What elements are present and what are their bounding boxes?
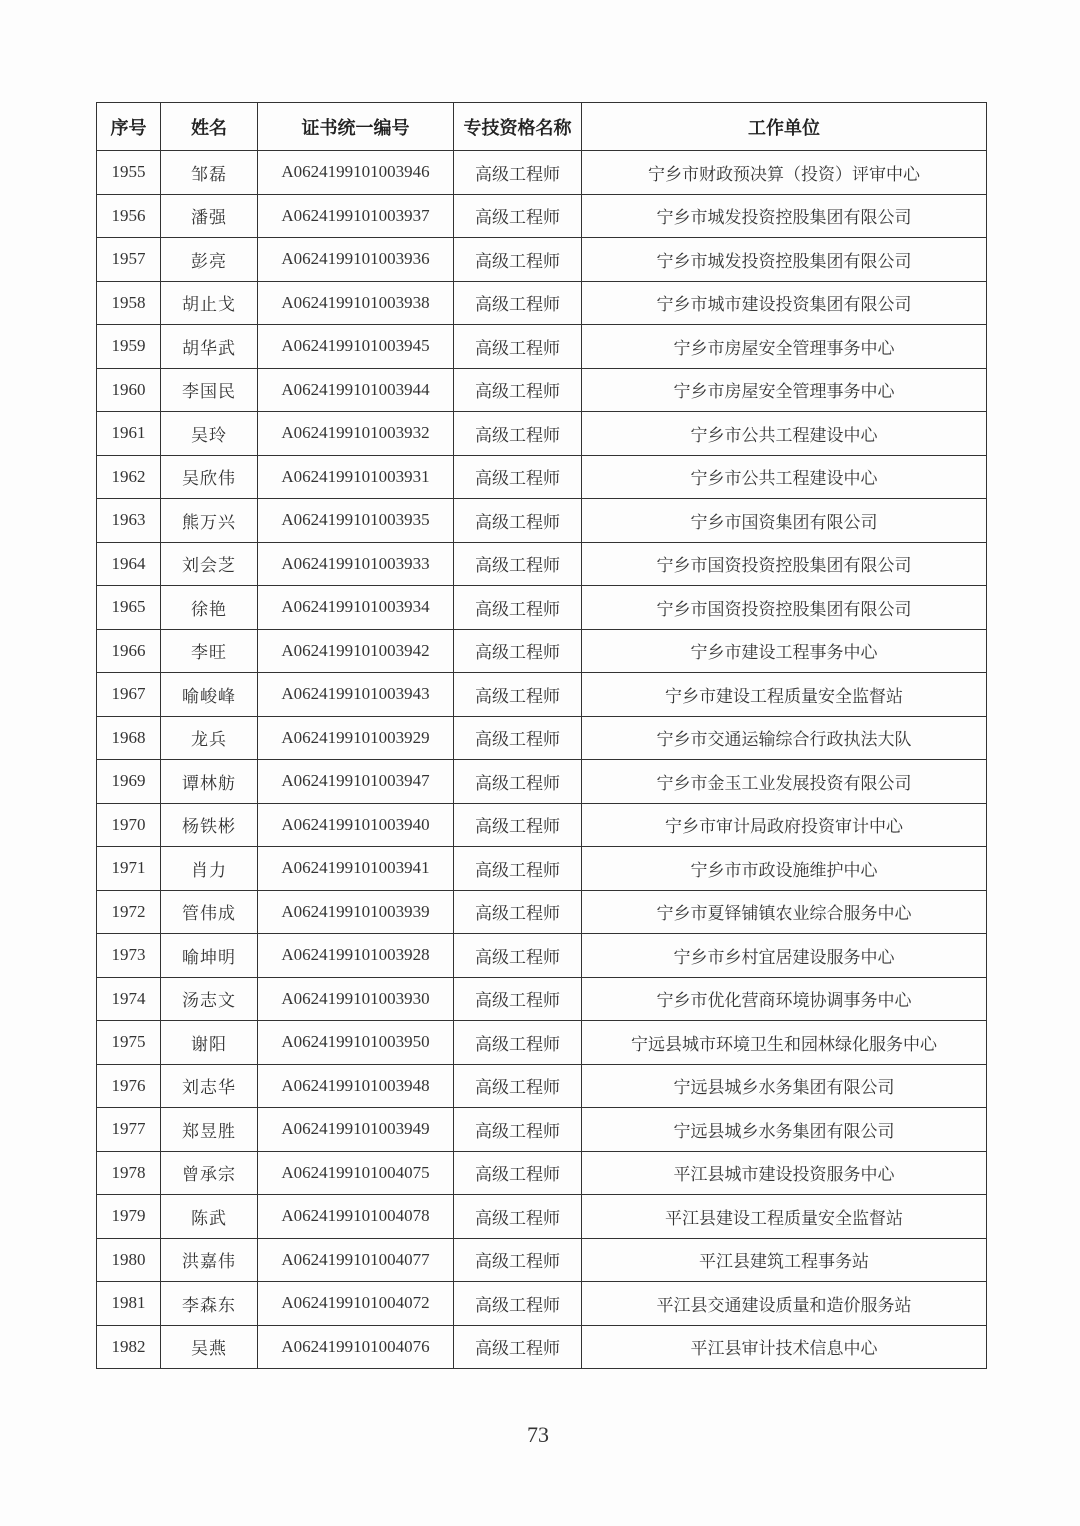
name-cell: 谭林舫	[161, 760, 258, 804]
work-unit-cell: 宁乡市国资投资控股集团有限公司	[582, 586, 987, 630]
certificate-number-cell: A0624199101003939	[258, 890, 454, 934]
work-unit-cell: 宁乡市城发投资控股集团有限公司	[582, 238, 987, 282]
work-unit-cell: 宁远县城市环境卫生和园林绿化服务中心	[582, 1021, 987, 1065]
name-cell: 熊万兴	[161, 499, 258, 543]
serial-number-cell: 1972	[97, 890, 161, 934]
table-row	[97, 325, 987, 369]
table-row	[97, 1021, 987, 1065]
table-row	[97, 629, 987, 673]
qualification-cell: 高级工程师	[454, 151, 582, 195]
name-cell: 刘会芝	[161, 542, 258, 586]
qualification-cell: 高级工程师	[454, 238, 582, 282]
header-certificate-number: 证书统一编号	[258, 103, 454, 151]
table-row	[97, 760, 987, 804]
qualification-cell: 高级工程师	[454, 325, 582, 369]
certificate-number-cell: A0624199101003950	[258, 1021, 454, 1065]
work-unit-cell: 宁乡市房屋安全管理事务中心	[582, 368, 987, 412]
work-unit-cell: 宁远县城乡水务集团有限公司	[582, 1108, 987, 1152]
work-unit-cell: 宁乡市城市建设投资集团有限公司	[582, 281, 987, 325]
qualification-cell: 高级工程师	[454, 499, 582, 543]
name-cell: 胡华武	[161, 325, 258, 369]
name-cell: 喻坤明	[161, 934, 258, 978]
qualification-cell: 高级工程师	[454, 890, 582, 934]
name-cell: 徐艳	[161, 586, 258, 630]
work-unit-cell: 平江县建设工程质量安全监督站	[582, 1195, 987, 1239]
name-cell: 谢阳	[161, 1021, 258, 1065]
certificate-number-cell: A0624199101003932	[258, 412, 454, 456]
name-cell: 吴燕	[161, 1325, 258, 1369]
name-cell: 李旺	[161, 629, 258, 673]
header-serial-number: 序号	[97, 103, 161, 151]
serial-number-cell: 1957	[97, 238, 161, 282]
name-cell: 刘志华	[161, 1064, 258, 1108]
serial-number-cell: 1981	[97, 1282, 161, 1326]
work-unit-cell: 宁乡市市政设施维护中心	[582, 847, 987, 891]
qualification-cell: 高级工程师	[454, 1282, 582, 1326]
name-cell: 汤志文	[161, 977, 258, 1021]
name-cell: 洪嘉伟	[161, 1238, 258, 1282]
certificate-number-cell: A0624199101003938	[258, 281, 454, 325]
serial-number-cell: 1973	[97, 934, 161, 978]
serial-number-cell: 1976	[97, 1064, 161, 1108]
table-row	[97, 1238, 987, 1282]
work-unit-cell: 宁乡市公共工程建设中心	[582, 455, 987, 499]
qualification-cell: 高级工程师	[454, 934, 582, 978]
work-unit-cell: 平江县城市建设投资服务中心	[582, 1151, 987, 1195]
qualification-cell: 高级工程师	[454, 455, 582, 499]
work-unit-cell: 宁乡市审计局政府投资审计中心	[582, 803, 987, 847]
certificate-number-cell: A0624199101004077	[258, 1238, 454, 1282]
serial-number-cell: 1970	[97, 803, 161, 847]
qualification-cell: 高级工程师	[454, 1021, 582, 1065]
name-cell: 邹磊	[161, 151, 258, 195]
serial-number-cell: 1967	[97, 673, 161, 717]
name-cell: 郑昱胜	[161, 1108, 258, 1152]
name-cell: 龙兵	[161, 716, 258, 760]
qualification-cell: 高级工程师	[454, 716, 582, 760]
qualification-cell: 高级工程师	[454, 673, 582, 717]
qualification-cell: 高级工程师	[454, 1325, 582, 1369]
work-unit-cell: 宁乡市城发投资控股集团有限公司	[582, 194, 987, 238]
certificate-number-cell: A0624199101003929	[258, 716, 454, 760]
qualification-cell: 高级工程师	[454, 1064, 582, 1108]
qualification-cell: 高级工程师	[454, 629, 582, 673]
table-row	[97, 977, 987, 1021]
name-cell: 潘强	[161, 194, 258, 238]
serial-number-cell: 1968	[97, 716, 161, 760]
table-row	[97, 194, 987, 238]
certificate-roster-table	[96, 102, 987, 1369]
header-row	[97, 103, 987, 151]
serial-number-cell: 1974	[97, 977, 161, 1021]
serial-number-cell: 1965	[97, 586, 161, 630]
work-unit-cell: 平江县交通建设质量和造价服务站	[582, 1282, 987, 1326]
table-row	[97, 1195, 987, 1239]
qualification-cell: 高级工程师	[454, 368, 582, 412]
work-unit-cell: 宁乡市建设工程事务中心	[582, 629, 987, 673]
serial-number-cell: 1958	[97, 281, 161, 325]
certificate-number-cell: A0624199101003934	[258, 586, 454, 630]
serial-number-cell: 1966	[97, 629, 161, 673]
serial-number-cell: 1955	[97, 151, 161, 195]
table-row	[97, 673, 987, 717]
qualification-cell: 高级工程师	[454, 542, 582, 586]
table-row	[97, 281, 987, 325]
certificate-number-cell: A0624199101004072	[258, 1282, 454, 1326]
header-name: 姓名	[161, 103, 258, 151]
page-number: 73	[527, 1422, 549, 1447]
work-unit-cell: 宁乡市财政预决算（投资）评审中心	[582, 151, 987, 195]
work-unit-cell: 宁乡市交通运输综合行政执法大队	[582, 716, 987, 760]
name-cell: 胡止戈	[161, 281, 258, 325]
name-cell: 喻峻峰	[161, 673, 258, 717]
name-cell: 吴玲	[161, 412, 258, 456]
name-cell: 李森东	[161, 1282, 258, 1326]
serial-number-cell: 1982	[97, 1325, 161, 1369]
qualification-cell: 高级工程师	[454, 977, 582, 1021]
work-unit-cell: 平江县建筑工程事务站	[582, 1238, 987, 1282]
qualification-cell: 高级工程师	[454, 803, 582, 847]
table-header	[97, 103, 987, 151]
serial-number-cell: 1980	[97, 1238, 161, 1282]
certificate-number-cell: A0624199101003946	[258, 151, 454, 195]
name-cell: 吴欣伟	[161, 455, 258, 499]
qualification-cell: 高级工程师	[454, 847, 582, 891]
certificate-number-cell: A0624199101003944	[258, 368, 454, 412]
serial-number-cell: 1969	[97, 760, 161, 804]
table-row	[97, 499, 987, 543]
name-cell: 李国民	[161, 368, 258, 412]
work-unit-cell: 平江县审计技术信息中心	[582, 1325, 987, 1369]
work-unit-cell: 宁乡市乡村宜居建设服务中心	[582, 934, 987, 978]
table-row	[97, 847, 987, 891]
work-unit-cell: 宁乡市夏铎铺镇农业综合服务中心	[582, 890, 987, 934]
table-row	[97, 934, 987, 978]
work-unit-cell: 宁远县城乡水务集团有限公司	[582, 1064, 987, 1108]
name-cell: 彭亮	[161, 238, 258, 282]
certificate-number-cell: A0624199101003948	[258, 1064, 454, 1108]
certificate-number-cell: A0624199101003947	[258, 760, 454, 804]
certificate-number-cell: A0624199101004076	[258, 1325, 454, 1369]
certificate-number-cell: A0624199101003931	[258, 455, 454, 499]
table-row	[97, 1325, 987, 1369]
certificate-number-cell: A0624199101003945	[258, 325, 454, 369]
table-row	[97, 368, 987, 412]
certificate-number-cell: A0624199101003933	[258, 542, 454, 586]
serial-number-cell: 1962	[97, 455, 161, 499]
certificate-number-cell: A0624199101003942	[258, 629, 454, 673]
table-row	[97, 1282, 987, 1326]
serial-number-cell: 1961	[97, 412, 161, 456]
serial-number-cell: 1956	[97, 194, 161, 238]
name-cell: 陈武	[161, 1195, 258, 1239]
serial-number-cell: 1979	[97, 1195, 161, 1239]
work-unit-cell: 宁乡市房屋安全管理事务中心	[582, 325, 987, 369]
qualification-cell: 高级工程师	[454, 760, 582, 804]
serial-number-cell: 1960	[97, 368, 161, 412]
certificate-number-cell: A0624199101003941	[258, 847, 454, 891]
table-row	[97, 238, 987, 282]
serial-number-cell: 1971	[97, 847, 161, 891]
name-cell: 杨铁彬	[161, 803, 258, 847]
serial-number-cell: 1975	[97, 1021, 161, 1065]
table-row	[97, 1064, 987, 1108]
certificate-number-cell: A0624199101003936	[258, 238, 454, 282]
certificate-number-cell: A0624199101004075	[258, 1151, 454, 1195]
table-row	[97, 803, 987, 847]
work-unit-cell: 宁乡市国资投资控股集团有限公司	[582, 542, 987, 586]
table-row	[97, 586, 987, 630]
qualification-cell: 高级工程师	[454, 586, 582, 630]
table-body	[97, 151, 987, 1369]
qualification-cell: 高级工程师	[454, 194, 582, 238]
certificate-number-cell: A0624199101003943	[258, 673, 454, 717]
table-row	[97, 151, 987, 195]
header-work-unit: 工作单位	[582, 103, 987, 151]
certificate-number-cell: A0624199101004078	[258, 1195, 454, 1239]
qualification-cell: 高级工程师	[454, 281, 582, 325]
work-unit-cell: 宁乡市国资集团有限公司	[582, 499, 987, 543]
table-row	[97, 1151, 987, 1195]
qualification-cell: 高级工程师	[454, 1238, 582, 1282]
qualification-cell: 高级工程师	[454, 1195, 582, 1239]
certificate-number-cell: A0624199101003937	[258, 194, 454, 238]
work-unit-cell: 宁乡市金玉工业发展投资有限公司	[582, 760, 987, 804]
name-cell: 管伟成	[161, 890, 258, 934]
name-cell: 曾承宗	[161, 1151, 258, 1195]
table-row	[97, 412, 987, 456]
table-row	[97, 716, 987, 760]
qualification-cell: 高级工程师	[454, 412, 582, 456]
serial-number-cell: 1963	[97, 499, 161, 543]
name-cell: 肖力	[161, 847, 258, 891]
serial-number-cell: 1977	[97, 1108, 161, 1152]
table-row	[97, 455, 987, 499]
table-row	[97, 890, 987, 934]
serial-number-cell: 1978	[97, 1151, 161, 1195]
serial-number-cell: 1959	[97, 325, 161, 369]
certificate-number-cell: A0624199101003935	[258, 499, 454, 543]
certificate-number-cell: A0624199101003928	[258, 934, 454, 978]
table-row	[97, 1108, 987, 1152]
table-row	[97, 542, 987, 586]
qualification-cell: 高级工程师	[454, 1108, 582, 1152]
serial-number-cell: 1964	[97, 542, 161, 586]
certificate-number-cell: A0624199101003930	[258, 977, 454, 1021]
header-qualification: 专技资格名称	[454, 103, 582, 151]
qualification-cell: 高级工程师	[454, 1151, 582, 1195]
certificate-number-cell: A0624199101003949	[258, 1108, 454, 1152]
certificate-number-cell: A0624199101003940	[258, 803, 454, 847]
work-unit-cell: 宁乡市公共工程建设中心	[582, 412, 987, 456]
work-unit-cell: 宁乡市优化营商环境协调事务中心	[582, 977, 987, 1021]
work-unit-cell: 宁乡市建设工程质量安全监督站	[582, 673, 987, 717]
